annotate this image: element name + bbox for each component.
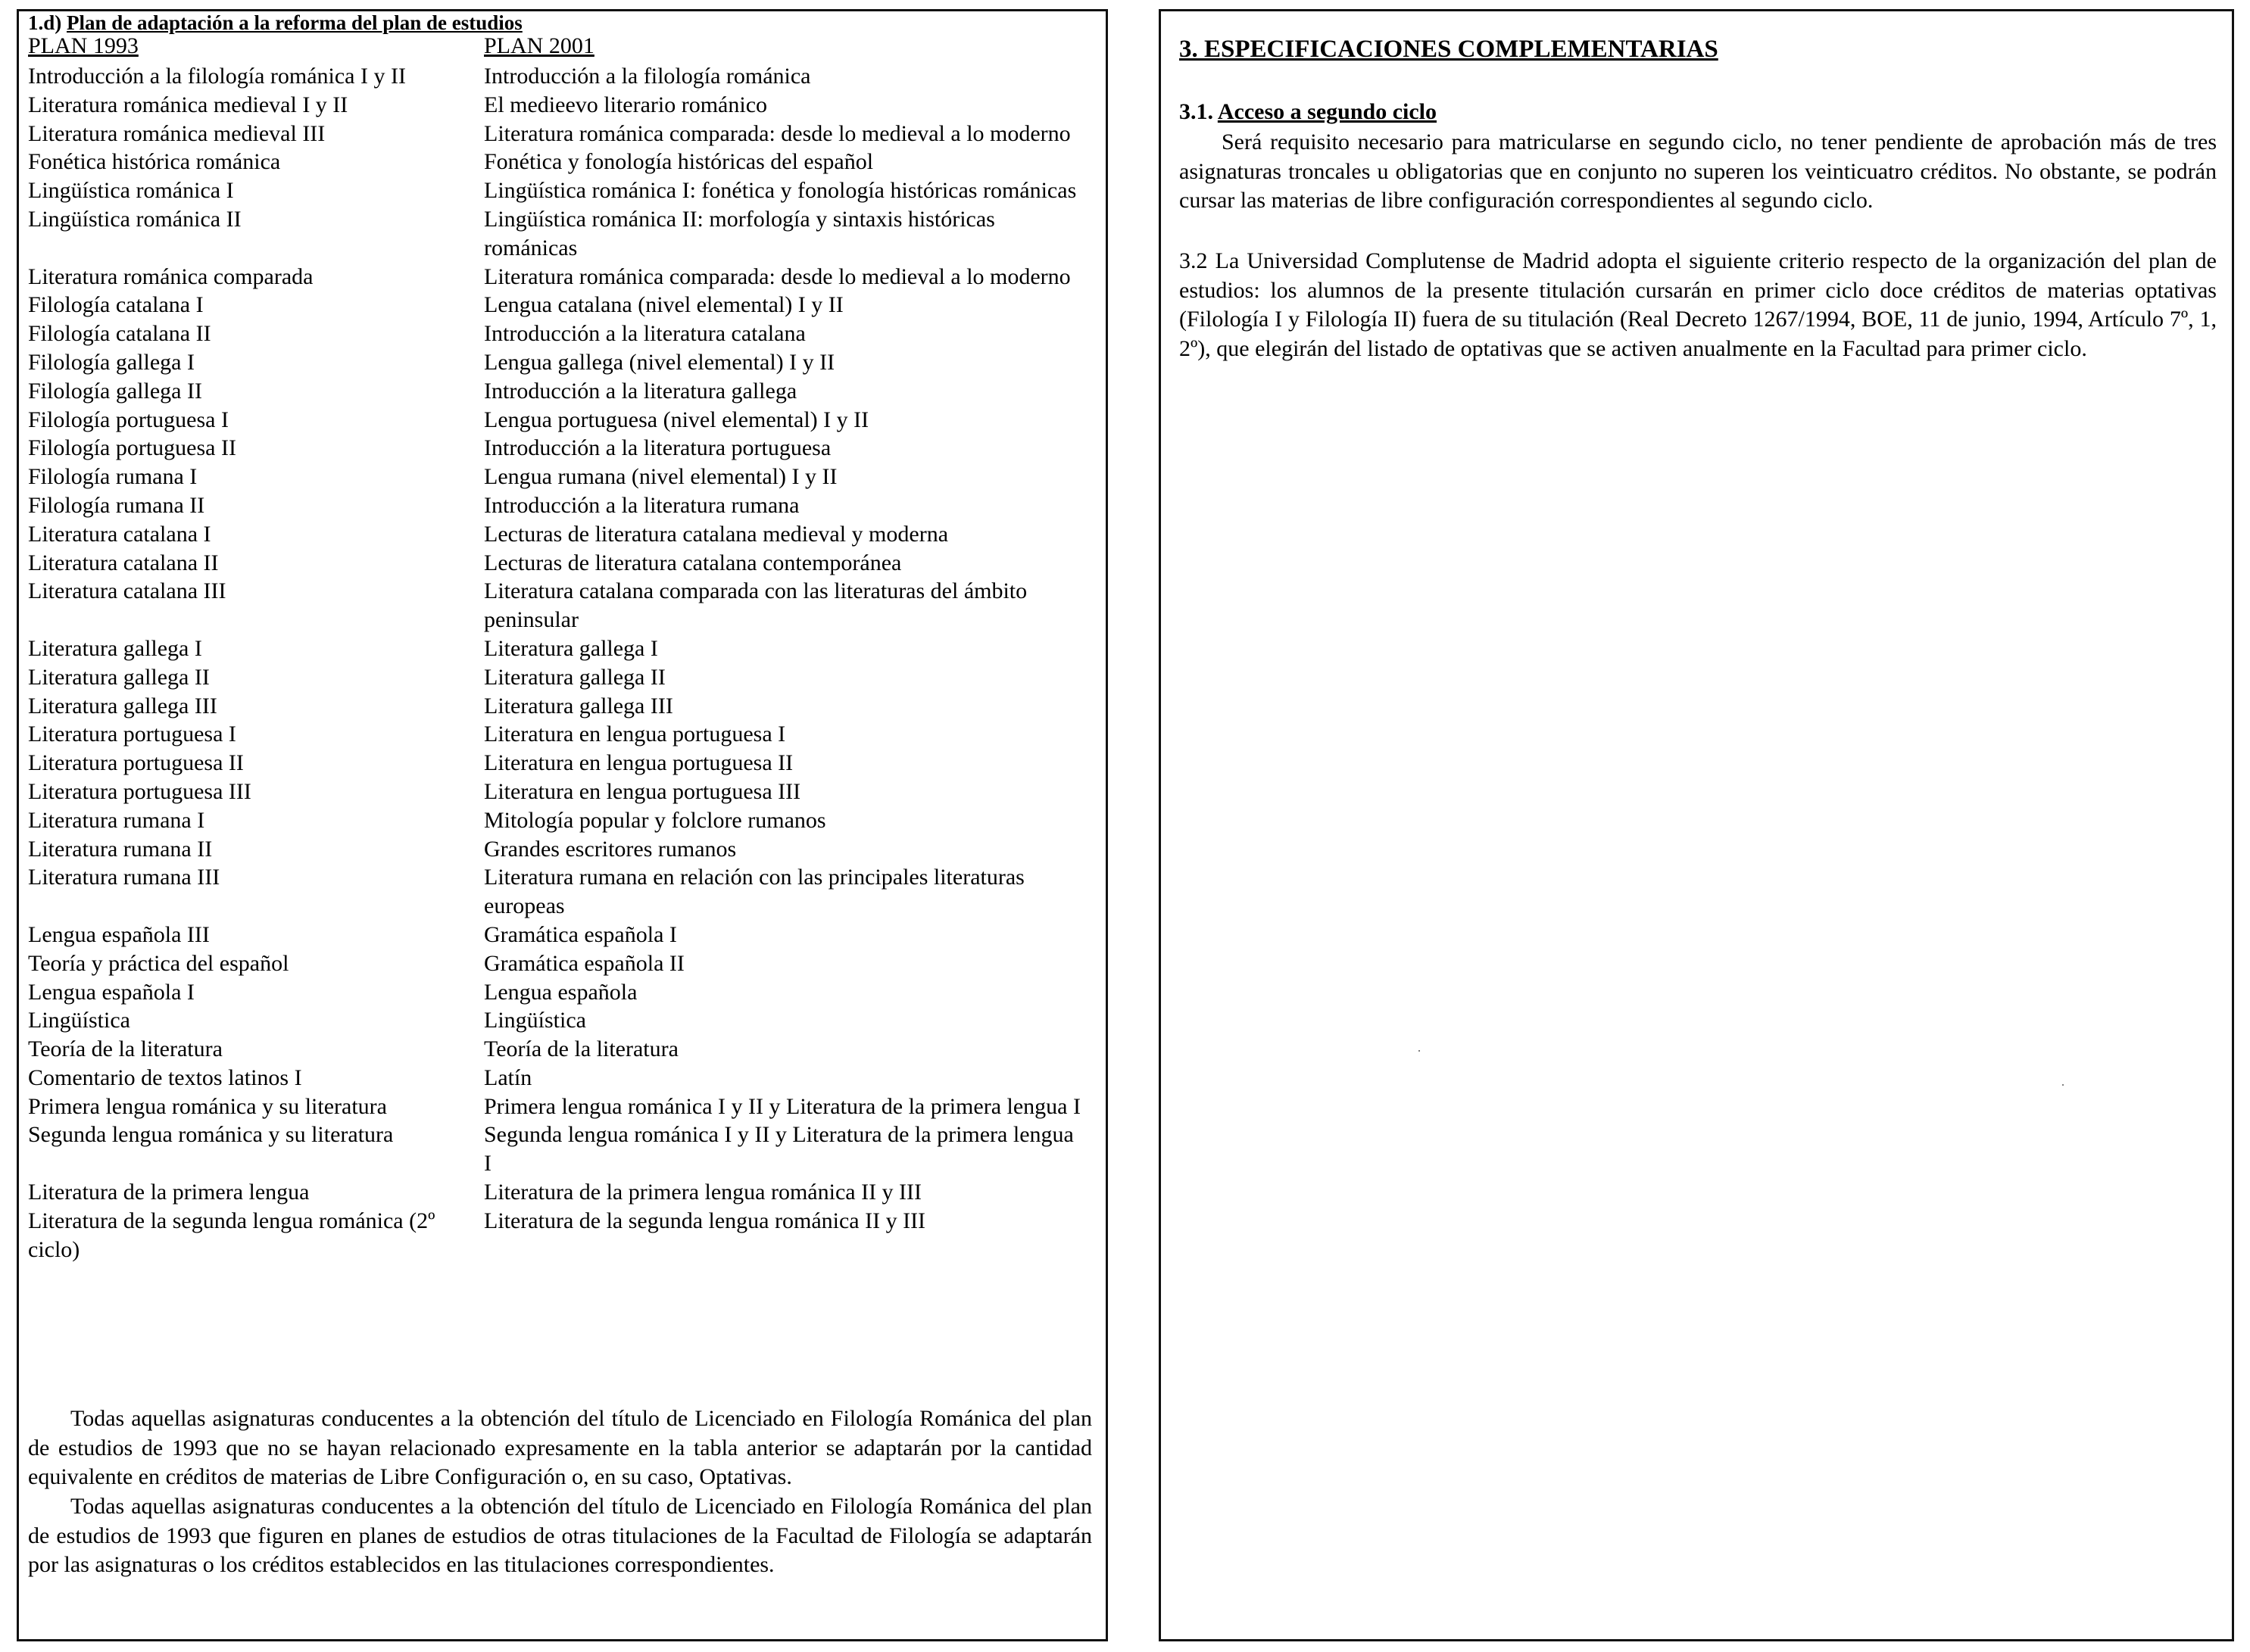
plan-2001-subject: Introducción a la literatura rumana [484,492,800,518]
plan-2001-subject: Literatura de la primera lengua románica II y III [484,1180,922,1205]
plan-1993-subject: Lingüística románica I [28,178,234,204]
plan-1993-subject: Filología catalana I [28,292,204,318]
plan-2001-subject: Segunda lengua románica I y II y Literatura de la primera lengua I [484,1122,1074,1177]
table-row [28,1207,1103,1264]
table-row [28,377,1103,406]
section-title: Plan de adaptación a la reforma del plan de estudios [67,11,523,34]
plan-1993-subject: Comentario de textos latinos I [28,1064,302,1090]
plan-1993-subject: Teoría y práctica del español [28,950,289,976]
right-panel [1159,9,2234,1641]
table-row [28,692,1103,721]
plan-1993-subject: Literatura de la segunda lengua románica (2º ciclo) [28,1208,435,1262]
paragraph-other-degrees: Todas aquellas asignaturas conducentes a la obtención del título de Licenciado en Filología Románica del plan de estudios de 1993 que figuren en planes de estudios de otras titulaciones de la Facultad de Filología se adaptarán por las asignaturas o los créditos establecidos en las titulaciones correspondientes. [28,1494,1092,1577]
plan-2001-subject: Gramática española II [484,950,685,976]
table-row [28,62,1103,91]
paragraph-second-cycle-access: Será requisito necesario para matricularse en segundo ciclo, no tener pendiente de aprobación más de tres asignaturas troncales u obligatorias que en conjunto no superen los veinticuatro créditos. No obstante, se podrán cursar las materias de libre configuración correspondientes al segundo ciclo. [1179,129,2217,213]
plan-2001-subject: Lingüística [484,1008,586,1033]
plan-2001-subject: Lengua española [484,979,638,1005]
plan-1993-subject: Filología portuguesa I [28,407,229,432]
paragraph-optional-credits: 3.2 La Universidad Complutense de Madrid adopta el siguiente criterio respecto de la organización del plan de estudios: los alumnos de la presente titulación cursarán en primer ciclo doce créditos de materias optativas (Filología I y Filología II) fuera de su titulación (Real Decreto 1267/1994, BOE, 11 de junio, 1994, Artículo 7º, 1, 2º), que elegirán del listado de optativas que se activen anualmente en la Facultad para primer ciclo. [1179,248,2217,361]
plan-1993-subject: Literatura portuguesa I [28,722,236,747]
specifications-title: 3. ESPECIFICACIONES COMPLEMENTARIAS [1179,36,1718,63]
plan-1993-subject: Literatura catalana III [28,578,226,604]
table-row [28,1178,1103,1207]
paragraph-unlisted-subjects: Todas aquellas asignaturas conducentes a la obtención del título de Licenciado en Filología Románica del plan de estudios de 1993 que no se hayan relacionado expresamente en la tabla anterior se adaptarán por la cantidad equivalente en créditos de materias de Libre Configuración o, en su caso, Optativas. [28,1406,1092,1489]
section-heading-1d [28,11,523,34]
subsection-title: Acceso a segundo ciclo [1217,99,1437,124]
plan-2001-subject: Mitología popular y folclore rumanos [484,807,826,833]
plan-2001-subject: Introducción a la filología románica [484,64,811,89]
table-row [28,720,1103,749]
plan-1993-subject: Filología rumana I [28,464,198,490]
plan-1993-subject: Literatura románica medieval III [28,120,326,146]
table-row [28,91,1103,120]
plan-1993-subject: Primera lengua románica y su literatura [28,1093,387,1119]
plan-2001-subject: Gramática española I [484,921,677,947]
plan-1993-subject: Literatura de la primera lengua [28,1180,310,1205]
column-header-plan-2001: PLAN 2001 [484,33,594,58]
plan-1993-subject: Literatura románica medieval I y II [28,92,348,117]
plan-1993-subject: Segunda lengua románica y su literatura [28,1122,394,1148]
table-row [28,1064,1103,1093]
table-row [28,806,1103,835]
table-row [28,176,1103,205]
table-row [28,663,1103,692]
plan-2001-subject: El medieevo literario románico [484,92,768,117]
table-row [28,835,1103,864]
plan-2001-subject: Literatura gallega III [484,693,673,718]
plan-2001-subject: Literatura catalana comparada con las literaturas del ámbito peninsular [484,578,1028,633]
table-row [28,634,1103,663]
plan-1993-subject: Literatura catalana I [28,521,211,547]
plan-1993-subject: Lengua española III [28,921,210,947]
plan-2001-subject: Literatura en lengua portuguesa II [484,750,794,776]
left-panel [17,9,1108,1641]
table-row [28,348,1103,377]
subsection-number: 3.1. [1179,99,1213,124]
table-row [28,1121,1103,1178]
table-row [28,434,1103,463]
plan-1993-subject: Literatura gallega III [28,693,217,718]
table-row [28,778,1103,806]
scan-speck [1418,1050,1420,1052]
subsection-heading-3-1 [1179,98,1437,126]
plan-2001-subject: Literatura en lengua portuguesa I [484,722,786,747]
table-row [28,549,1103,578]
plan-1993-subject: Fonética histórica románica [28,149,281,175]
table-row [28,577,1103,634]
table-row [28,921,1103,949]
plan-1993-subject: Filología portuguesa II [28,435,236,461]
plan-2001-subject: Literatura de la segunda lengua románica II y III [484,1208,926,1233]
plan-2001-subject: Introducción a la literatura portuguesa [484,435,832,461]
plan-2001-subject: Lengua rumana (nivel elemental) I y II [484,464,838,490]
table-row [28,1093,1103,1121]
adaptation-table [28,62,1103,1264]
table-row [28,978,1103,1007]
table-row [28,463,1103,491]
table-row [28,520,1103,549]
table-row [28,120,1103,148]
table-row [28,406,1103,435]
plan-1993-subject: Literatura gallega II [28,664,210,690]
plan-2001-subject: Lingüística románica II: morfología y sintaxis históricas románicas [484,206,995,260]
plan-1993-subject: Literatura gallega I [28,635,202,661]
plan-1993-subject: Filología gallega II [28,378,202,404]
table-row [28,491,1103,520]
plan-2001-subject: Latín [484,1064,532,1090]
plan-2001-subject: Lengua catalana (nivel elemental) I y II [484,292,844,318]
plan-2001-subject: Literatura gallega II [484,664,666,690]
table-row [28,949,1103,978]
plan-2001-subject: Literatura gallega I [484,635,658,661]
plan-2001-subject: Introducción a la literatura catalana [484,321,806,347]
plan-1993-subject: Literatura rumana III [28,865,220,890]
table-row [28,1035,1103,1064]
plan-1993-subject: Teoría de la literatura [28,1036,223,1062]
plan-1993-subject: Filología gallega I [28,349,195,375]
plan-2001-subject: Literatura rumana en relación con las principales literaturas europeas [484,865,1025,919]
scan-speck [2062,1084,2064,1086]
table-row [28,749,1103,778]
plan-2001-subject: Teoría de la literatura [484,1036,679,1062]
plan-1993-subject: Filología rumana II [28,492,205,518]
plan-1993-subject: Literatura románica comparada [28,263,314,289]
plan-1993-subject: Introducción a la filología románica I y II [28,64,406,89]
plan-2001-subject: Literatura románica comparada: desde lo medieval a lo moderno [484,263,1071,289]
plan-1993-subject: Literatura portuguesa III [28,778,251,804]
table-row [28,1006,1103,1035]
plan-1993-subject: Lingüística románica II [28,206,242,232]
plan-2001-subject: Lecturas de literatura catalana contemporánea [484,550,902,575]
table-row [28,205,1103,263]
plan-1993-subject: Lengua española I [28,979,195,1005]
plan-1993-subject: Literatura catalana II [28,550,219,575]
plan-2001-subject: Lengua gallega (nivel elemental) I y II [484,349,835,375]
plan-2001-subject: Primera lengua románica I y II y Literatura de la primera lengua I [484,1093,1081,1119]
plan-2001-subject: Lecturas de literatura catalana medieval y moderna [484,521,949,547]
table-row [28,148,1103,176]
table-row [28,263,1103,291]
plan-2001-subject: Lingüística románica I: fonética y fonología históricas románicas [484,178,1077,204]
plan-2001-subject: Lengua portuguesa (nivel elemental) I y II [484,407,869,432]
column-header-plan-1993: PLAN 1993 [28,33,139,58]
plan-1993-subject: Literatura rumana I [28,807,205,833]
table-row [28,291,1103,319]
table-row [28,863,1103,921]
plan-2001-subject: Literatura románica comparada: desde lo medieval a lo moderno [484,120,1071,146]
plan-2001-subject: Introducción a la literatura gallega [484,378,797,404]
plan-1993-subject: Filología catalana II [28,321,211,347]
plan-1993-subject: Lingüística [28,1008,130,1033]
plan-1993-subject: Literatura rumana II [28,836,213,862]
table-row [28,319,1103,348]
plan-2001-subject: Grandes escritores rumanos [484,836,737,862]
plan-1993-subject: Literatura portuguesa II [28,750,244,776]
section-number: 1.d) [28,11,62,34]
plan-2001-subject: Fonética y fonología históricas del español [484,149,874,175]
plan-2001-subject: Literatura en lengua portuguesa III [484,778,801,804]
